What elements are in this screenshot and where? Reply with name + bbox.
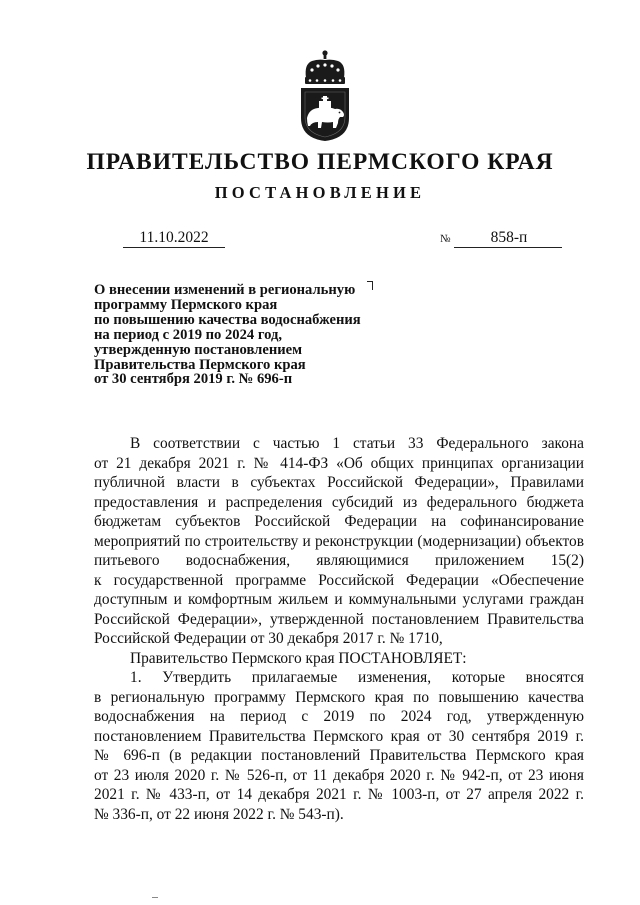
document-type: ПОСТАНОВЛЕНИЕ [214,183,426,202]
document-number [440,229,562,248]
document-date [123,229,225,248]
body-line: доступным и комфортным жильем и коммунальными услугами граждан [94,591,584,608]
body-line: мероприятий по строительству и реконструкции (модернизации) объектов [94,532,584,550]
body-line: 2021 г. № 433-п, от 14 декабря 2021 г. № 1003-п, от 27 апреля 2022 г. [94,786,584,803]
body-line: от 21 декабря 2021 г. № 414-ФЗ «Об общих принципах организации [94,454,584,472]
coat-of-arms-emblem [298,48,352,142]
body-line: В соответствии с частью 1 статьи 33 Федерального закона [130,435,584,452]
page-footer-mark [152,897,158,898]
document-subject [94,283,374,387]
body-line: питьевого водоснабжения, являющимися приложением 15(2) [94,552,584,569]
subject-line: на период с 2019 по 2024 год, [94,326,282,343]
date-underline [123,247,225,248]
body-line: № 696-п (в редакции постановлений Правительства Пермского края [94,747,584,764]
body-line: от 23 июля 2020 г. № 526-п, от 11 декабря 2020 г. № 942-п, от 23 июня [94,766,584,784]
body-line: предоставления и распределения субсидий из федерального бюджета [94,493,584,511]
body-line: 1. Утвердить прилагаемые изменения, которые вносятся [130,669,584,686]
body-line: бюджетам субъектов Российской Федерации на софинансирование [94,513,584,530]
subject-line: О внесении изменений в региональную [94,282,356,298]
body-line: № 336-п, от 22 июня 2022 г. № 543-п). [94,805,344,823]
subject-line: Правительства Пермского края [94,356,306,373]
subject-line: по повышению качества водоснабжения [94,311,361,328]
body-line: Российской Федерации от 30 декабря 2017 г. № 1710, [94,630,443,647]
body-line: постановлением Правительства Пермского края от 30 сентября 2019 г. [94,727,584,745]
body-line: в региональную программу Пермского края по повышению качества [94,688,584,706]
number-sign: № [440,233,451,245]
subject-line: утвержденную постановлением [94,341,303,358]
subject-line: программу Пермского края [94,296,278,313]
document-body [94,434,584,824]
resolution-line: Правительство Пермского края ПОСТАНОВЛЯЕТ: [130,649,467,667]
body-line: к государственной программе Российской Федерации «Обеспечение [94,571,584,589]
date-value: 11.10.2022 [139,229,209,246]
body-line: Российской Федерации», утвержденной постановлением Правительства [94,610,584,628]
number-underline [454,247,562,248]
subject-line: от 30 сентября 2019 г. № 696-п [94,371,293,388]
body-line: водоснабжения на период с 2019 по 2024 год, утвержденную [94,708,584,725]
bear-crown-icon [298,48,352,142]
number-value: 858-п [490,229,528,246]
government-title: ПРАВИТЕЛЬСТВО ПЕРМСКОГО КРАЯ [86,149,554,175]
body-line: публичной власти в субъектах Российской Федерации», Правилами [94,474,584,491]
